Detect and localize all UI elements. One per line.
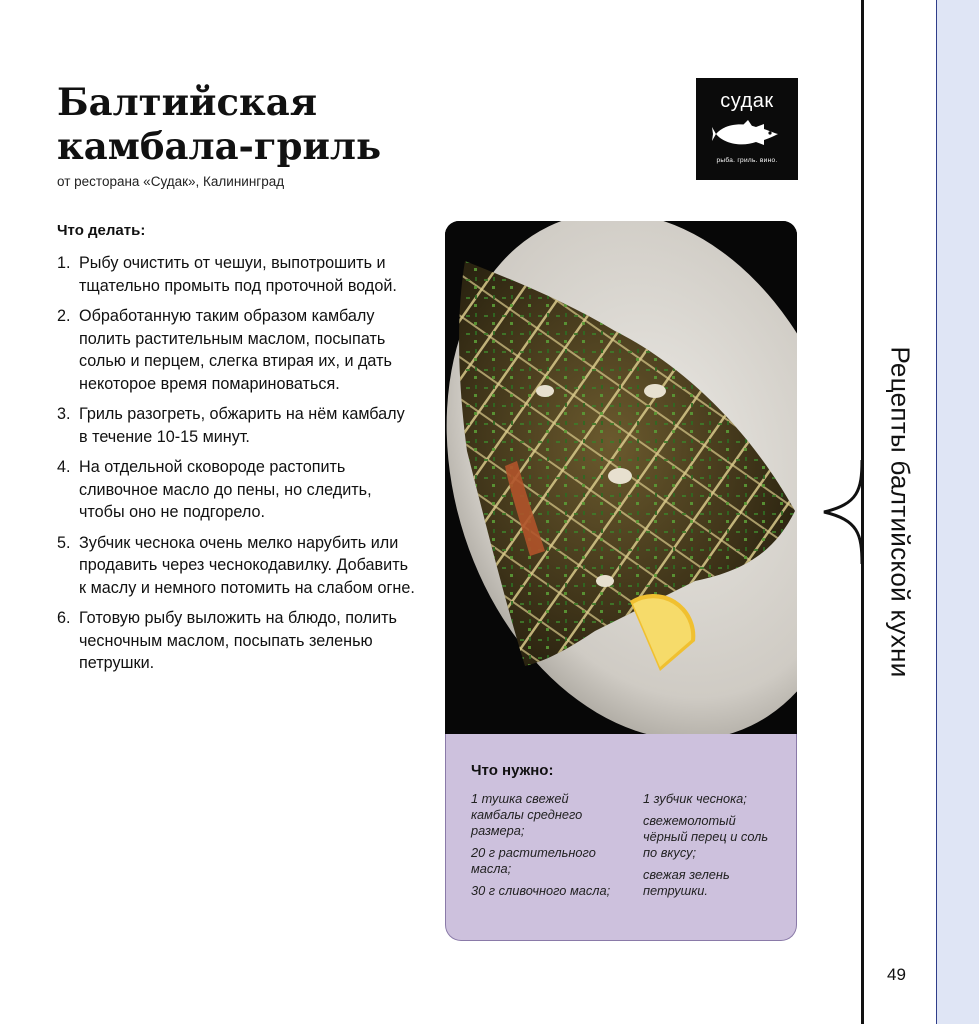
step-text: Рыбу очистить от чешуи, выпотрошить и тщательно промыть под проточной водой. bbox=[79, 254, 397, 295]
step-item bbox=[57, 607, 417, 675]
step-text: Обработанную таким образом камбалу полить растительным маслом, посыпать солью и перцем, слегка втирая их, и дать некоторое время помариноваться. bbox=[79, 307, 392, 393]
step-number: 2. bbox=[57, 307, 71, 325]
step-number: 3. bbox=[57, 405, 71, 423]
step-text: Гриль разогреть, обжарить на нём камбалу в течение 10-15 минут. bbox=[79, 405, 405, 446]
step-item bbox=[57, 456, 417, 524]
step-text: На отдельной сковороде растопить сливочное масло до пены, но следить, чтобы оно не подгорело. bbox=[79, 458, 372, 521]
ingredient-item: 1 зубчик чеснока; bbox=[643, 791, 747, 806]
logo-tagline: рыба. гриль. вино. bbox=[716, 157, 778, 164]
grilled-flounder-image bbox=[445, 221, 797, 734]
ingredient-item: 20 г растительного масла; bbox=[471, 845, 596, 876]
section-title: Рецепты балтийской кухни bbox=[885, 346, 916, 678]
step-item bbox=[57, 532, 417, 600]
brace-icon bbox=[820, 460, 864, 564]
step-number: 1. bbox=[57, 254, 71, 272]
steps-heading: Что делать: bbox=[57, 222, 146, 239]
dish-photo bbox=[445, 221, 797, 734]
ingredient-item: свежая зелень петрушки. bbox=[643, 867, 730, 898]
ingredient-item: 1 тушка свежей камбалы среднего размера; bbox=[471, 791, 583, 838]
ingredients-column-left bbox=[471, 791, 621, 905]
ingredients-box bbox=[445, 734, 797, 941]
ingredients-column-right bbox=[643, 791, 783, 905]
step-number: 6. bbox=[57, 609, 71, 627]
step-item bbox=[57, 252, 417, 297]
ingredient-item: свежемолотый чёрный перец и соль по вкусу; bbox=[643, 813, 769, 860]
step-number: 4. bbox=[57, 458, 71, 476]
page-edge-strip bbox=[936, 0, 979, 1024]
step-item bbox=[57, 403, 417, 448]
step-item bbox=[57, 305, 417, 395]
page-number: 49 bbox=[887, 965, 906, 984]
fish-icon bbox=[712, 118, 782, 150]
recipe-source: от ресторана «Судак», Калининград bbox=[57, 174, 285, 189]
ingredient-item: 30 г сливочного масла; bbox=[471, 883, 611, 898]
steps-list bbox=[57, 252, 417, 683]
step-number: 5. bbox=[57, 533, 71, 552]
step-text: Готовую рыбу выложить на блюдо, полить чесночным маслом, посыпать зеленью петрушки. bbox=[79, 609, 397, 672]
step-text: Зубчик чеснока очень мелко нарубить или продавить через чеснокодавилку. Добавить к маслу и немного потомить на слабом огне. bbox=[79, 533, 415, 597]
restaurant-logo bbox=[696, 78, 798, 180]
logo-wordmark: судак bbox=[720, 90, 774, 112]
ingredients-heading: Что нужно: bbox=[471, 762, 554, 779]
page-title: Балтийская камбала-гриль bbox=[57, 80, 382, 168]
